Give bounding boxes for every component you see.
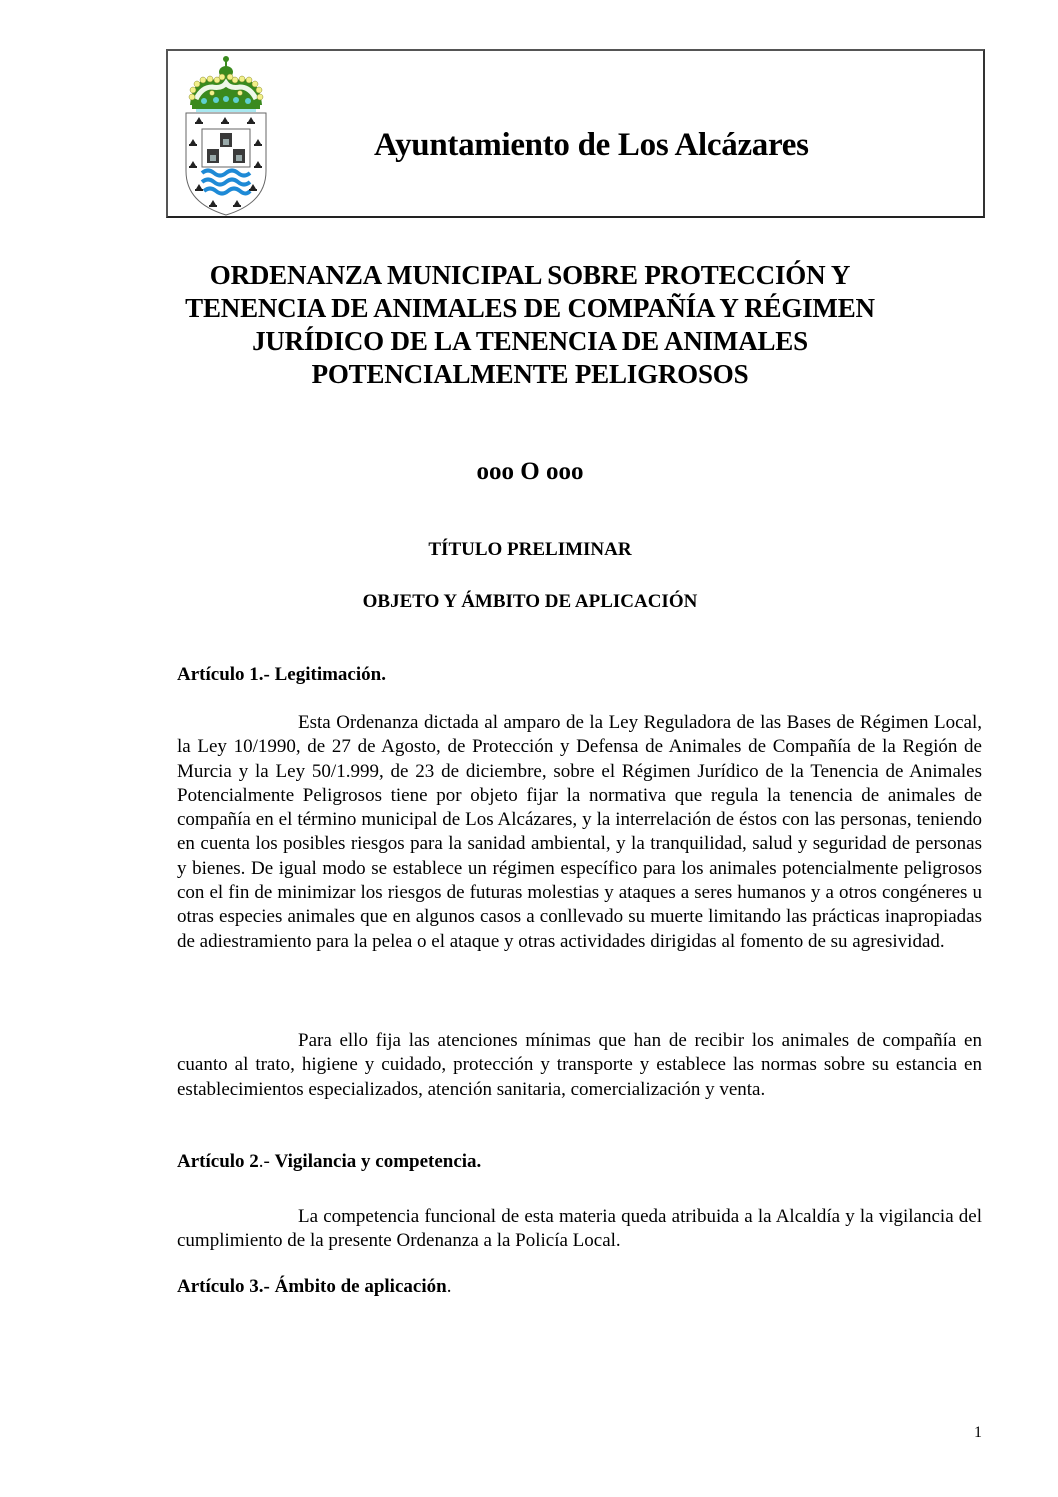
title-line: TENENCIA DE ANIMALES DE COMPAÑÍA Y RÉGIMEN [185,293,875,323]
article-1-heading [177,664,386,686]
coat-of-arms-icon [182,53,270,217]
crown-icon [189,56,263,112]
document-title [130,259,930,391]
title-line: JURÍDICO DE LA TENENCIA DE ANIMALES [252,326,808,356]
page-number: 1 [974,1424,982,1441]
article-heading-rest: Vigilancia y competencia. [274,1151,482,1172]
article-heading-text: Artículo 2 [177,1151,259,1172]
title-line: ORDENANZA MUNICIPAL SOBRE PROTECCIÓN Y [209,260,851,290]
letterhead-box [166,49,985,218]
section-ornament: ooo O ooo [476,458,584,485]
organization-name: Ayuntamiento de Los Alcázares [374,127,809,163]
article-3-heading [177,1276,451,1298]
title-line: POTENCIALMENTE PELIGROSOS [311,359,749,389]
article-heading-punct: .- [258,1151,275,1172]
article-heading-text: Artículo 3.- Ámbito de aplicación [177,1276,447,1297]
section-title: TÍTULO PRELIMINAR [428,539,632,560]
article-2-heading [177,1151,481,1173]
article-1-paragraph-1: Esta Ordenanza dictada al amparo de la Ley Reguladora de las Bases de Régimen Local, la Ley 10/1990, de 27 de Agosto, de Protección y Defensa de Animales de Compañía de la Región de Murcia y la Ley 50/1.999, de 23 de diciembre, sobre el Régimen Jurídico de la Tenencia de Animales Potencialmente Peligrosos tiene por objeto fijar la normativa que regula la tenencia de animales de compañía en el término municipal de Los Alcázares, y la interrelación de éstos con las personas, teniendo en cuenta los posibles riesgos para la sanidad ambiental, y la tranquilidad, salud y seguridad de personas y bienes. De igual modo se establece un régimen específico para los animales potencialmente peligrosos con el fin de minimizar los riesgos de futuras molestias y ataques a seres humanos y a otros congéneres u otras especies animales que en algunos casos a conllevado su muerte limitando las prácticas inapropiadas de adiestramiento para la pelea o el ataque y otras actividades dirigidas al fomento de su agresividad. [177,712,982,952]
section-subtitle: OBJETO Y ÁMBITO DE APLICACIÓN [362,591,698,612]
article-1-paragraph-2: Para ello fija las atenciones mínimas que han de recibir los animales de compañía en cuanto al trato, higiene y cuidado, protección y transporte y establece las normas sobre su estancia en establecimientos especializados, atención sanitaria, comercialización y venta. [177,1030,982,1100]
article-heading-text: Artículo 1.- Legitimación. [177,664,386,685]
article-heading-punct: . [446,1276,452,1297]
article-2-paragraph-1: La competencia funcional de esta materia queda atribuida a la Alcaldía y la vigilancia del cumplimiento de la presente Ordenanza a la Policía Local. [177,1206,982,1252]
